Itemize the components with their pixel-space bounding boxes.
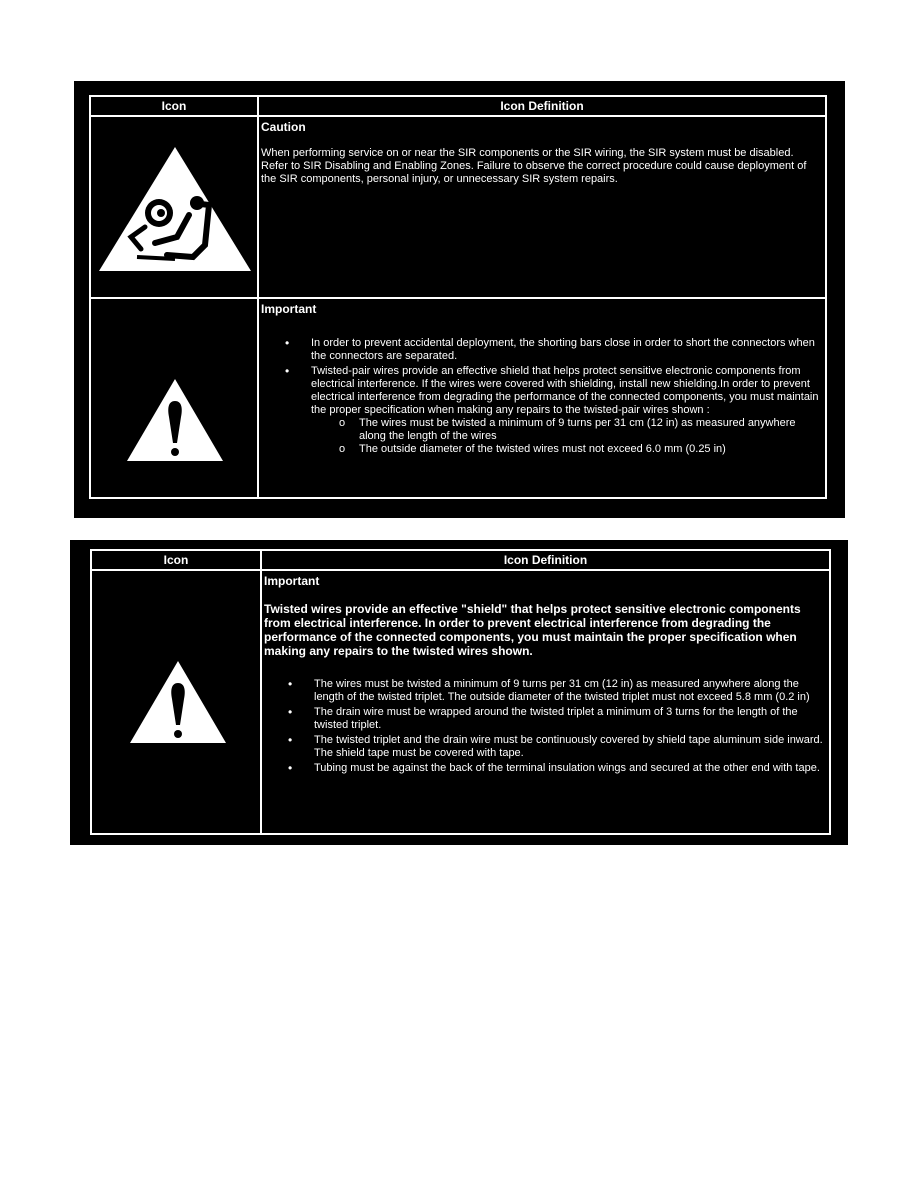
list-item: • Tubing must be against the back of the terminal insulation wings and secured at the other end with tape. xyxy=(264,762,827,775)
exclamation-warning-icon xyxy=(125,377,225,463)
icon-cell xyxy=(90,298,258,498)
list-item: • The twisted triplet and the drain wire must be continuously covered by shield tape aluminum side inward. The shield tape must be covered with tape. xyxy=(264,734,827,760)
table-row xyxy=(90,298,826,498)
table-header-row xyxy=(90,96,826,116)
important-heading: Important xyxy=(261,302,317,316)
sub-list-item: o The wires must be twisted a minimum of 9 turns per 31 cm (12 in) as measured anywhere along the length of the wires xyxy=(311,417,823,443)
table-header-row xyxy=(91,550,830,570)
list-item xyxy=(261,365,823,456)
icon-table-panel-1 xyxy=(74,81,845,518)
table-row xyxy=(90,116,826,298)
icon-column-header: Icon xyxy=(91,550,261,570)
icon-cell xyxy=(90,116,258,298)
caution-heading: Caution xyxy=(261,120,306,134)
important-bullet-list xyxy=(264,678,827,775)
definition-column-header: Icon Definition xyxy=(261,550,830,570)
definition-cell xyxy=(261,570,830,834)
sub-list-item: o The outside diameter of the twisted wires must not exceed 6.0 mm (0.25 in) xyxy=(311,443,823,456)
definition-column-header: Icon Definition xyxy=(258,96,826,116)
table-row xyxy=(91,570,830,834)
important-bullet-list xyxy=(261,337,823,456)
list-item-text: Twisted-pair wires provide an effective shield that helps protect sensitive electronic components from electrical interference. If the wires were covered with shielding, install new shielding.In order to prevent electrical interference from degrading the performance of the connected components, you must maintain the proper specification when making any repairs to the twisted-pair wires shown : xyxy=(311,365,819,416)
list-item: • The drain wire must be wrapped around the twisted triplet a minimum of 3 turns for the length of the twisted triplet. xyxy=(264,706,827,732)
icon-definition-table-2 xyxy=(90,549,831,835)
exclamation-warning-icon xyxy=(128,659,228,745)
icon-column-header: Icon xyxy=(90,96,258,116)
definition-cell xyxy=(258,298,826,498)
list-item: • In order to prevent accidental deployment, the shorting bars close in order to short the connectors when the connectors are separated. xyxy=(261,337,823,363)
definition-cell xyxy=(258,116,826,298)
icon-definition-table-1 xyxy=(89,95,827,499)
caution-text: When performing service on or near the SIR components or the SIR wiring, the SIR system must be disabled. Refer to SIR Disabling and Enabling Zones. Failure to observe the correct procedure could cause deployment of the SIR components, personal injury, or unnecessary SIR system repairs. xyxy=(261,147,807,185)
sir-airbag-caution-icon xyxy=(97,145,253,273)
sub-bullet-list xyxy=(311,417,823,456)
icon-table-panel-2 xyxy=(70,540,848,845)
icon-cell xyxy=(91,570,261,834)
list-item: • The wires must be twisted a minimum of 9 turns per 31 cm (12 in) as measured anywhere along the length of the twisted triplet. The outside diameter of the twisted triplet must not exceed 5.8 mm (0.2 in) xyxy=(264,678,827,704)
important-paragraph: Twisted wires provide an effective "shield" that helps protect sensitive electronic components from electrical interference. In order to prevent electrical interference from degrading the performance of the connected components, you must maintain the proper specification when making any repairs to the twisted wires shown. xyxy=(264,602,801,658)
important-heading: Important xyxy=(264,574,320,588)
